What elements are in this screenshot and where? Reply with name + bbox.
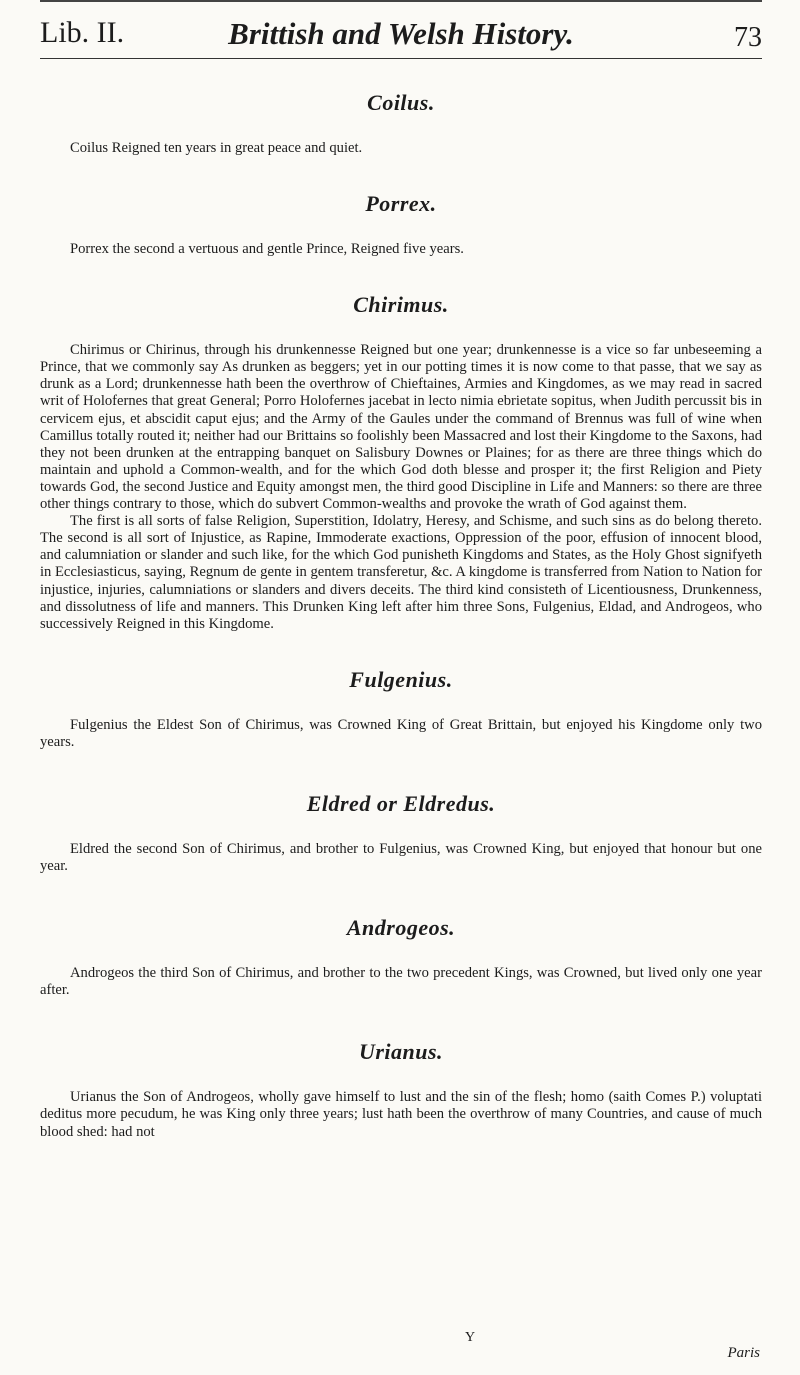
section-heading-fulgenius: Fulgenius. <box>349 666 453 692</box>
section-text-chirimus-2: The first is all sorts of false Religion, Superstition, Idolatry, Heresy, and Schisme, and such sins as do belong thereto. The second is all sort of Injustice, as Rapine, Immoderate exactions, Oppression of the poor, effusion of innocent blood, and calumniation or slander and such like, for the which God punisheth Kingdoms and States, as the Holy Ghost signifyeth in Ecclesiasticus, saying, Regnum de gente in gentem transferetur, &c. A kingdome is transferred from Nation to Nation for injustice, injuries, calumniations or slanders and divers deceits. The third kind consisteth of Licentiousness, Drunkenness, and dissolutness of life and manners. This Drunken King left after him three Sons, Fulgenius, Eldad, and Androgeos, who successively Reigned in this Kingdome. <box>40 513 762 632</box>
section-heading-urianus: Urianus. <box>358 1039 444 1065</box>
section-text-eldred: Eldred the second Son of Chirimus, and brother to Fulgenius, was Crowned King, but enjoyed that honour but one year. <box>40 840 762 875</box>
book-number: Lib. II. <box>40 16 125 49</box>
section-heading-androgeos: Androgeos. <box>346 915 456 941</box>
section-text-coilus: Coilus Reigned ten years in great peace and quiet. <box>70 140 363 156</box>
page-body <box>40 72 762 1141</box>
section-text-fulgenius: Fulgenius the Eldest Son of Chirimus, was Crowned King of Great Brittain, but enjoyed his Kingdome only two years. <box>40 716 762 750</box>
catchword: Paris <box>727 1345 760 1361</box>
running-header <box>40 14 762 59</box>
running-title: Brittish and Welsh History. <box>228 16 574 51</box>
section-heading-coilus: Coilus. <box>367 90 435 115</box>
section-text-porrex: Porrex the second a vertuous and gentle Prince, Reigned five years. <box>70 241 464 258</box>
page-number: 73 <box>734 22 762 53</box>
section-heading-porrex: Porrex. <box>365 191 437 217</box>
signature-mark: Y <box>465 1330 476 1345</box>
section-text-androgeos: Androgeos the third Son of Chirimus, and brother to the two precedent Kings, was Crowned, but lived only one year after. <box>40 965 762 999</box>
section-heading-eldred: Eldred or Eldredus. <box>306 790 496 816</box>
section-text-urianus: Urianus the Son of Androgeos, wholly gave himself to lust and the sin of the flesh; homo (saith Comes P.) voluptati deditus more pecudum, he was King only three years; lust hath been the overthrow of many Countries, and cause of much blood shed: had not <box>40 1089 762 1140</box>
section-text-chirimus-1: Chirimus or Chirinus, through his drunkennesse Reigned but one year; drunkennesse is a vice so far unbeseeming a Prince, that we commonly say As drunken as beggers; yet in our potting times it is now come to that passe, that we say as drunk as a Lord; drunkennesse hath been the overthrow of Chieftaines, Armies and Kingdomes, as we may read in sacred writ of Holofernes that great General; Porro Holofernes jacebat in lecto nimia ebrietate sopitus, when Judith percussit bis in cervicem ejus, et abscidit caput ejus; and the Army of the Gaules under the command of Brennus was full of wine when Camillus totally routed it; neither had our Brittains so foolishly been Massacred and lost their Kingdome to the Saxons, had they not been drunken at the entrapping banquet on Salisbury Downes or Plaines; for as there are three things which do maintain and uphold a Common-wealth, and for the which God doth blesse and prosper it; the first Religion and Piety towards God, the second Justice and Equity amongst men, the third good Discipline in Life and Manners: so there are three other things contrary to those, which do subvert Common-wealths and provoke the wrath of God against them. <box>40 342 762 513</box>
top-rule <box>40 0 762 2</box>
section-heading-chirimus: Chirimus. <box>353 292 449 318</box>
